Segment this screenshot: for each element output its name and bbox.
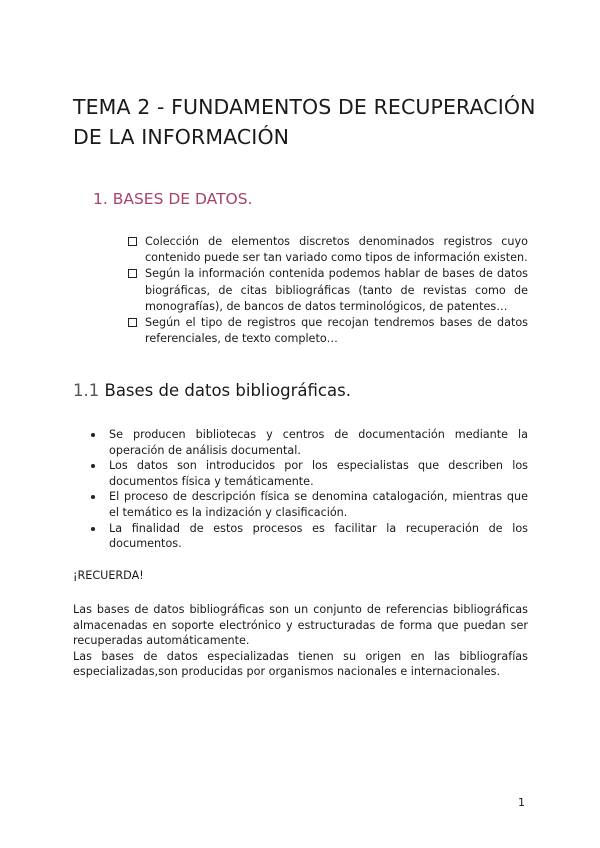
- recuerda-paragraphs: [73, 602, 528, 680]
- bullet-item-text: La finalidad de estos procesos es facilitar la recuperación de los documentos.: [109, 521, 528, 551]
- bullet-item-text: Se producen bibliotecas y centros de documentación mediante la operación de análisis documental.: [109, 428, 528, 457]
- checkbox-item-text: Según el tipo de registros que recojan tendremos bases de datos referenciales, de texto completo…: [145, 316, 528, 346]
- bullet-list-item: [91, 458, 528, 489]
- bullet-item-text: El proceso de descripción física se denomina catalogación, mientras que el temático es la indización y clasificación.: [109, 490, 528, 519]
- checkbox-icon: [128, 318, 137, 327]
- page-title: TEMA 2 - FUNDAMENTOS DE RECUPERACIÓN DE LA INFORMACIÓN: [73, 95, 536, 149]
- checkbox-icon: [128, 269, 137, 278]
- bullet-list: [91, 427, 528, 552]
- section-heading-bases-de-datos: 1. BASES DE DATOS.: [93, 190, 253, 208]
- subsection-title: Bases de datos bibliográficas.: [104, 381, 351, 400]
- checkbox-list: [128, 234, 528, 347]
- subsection-heading-bases-bibliograficas: [73, 381, 351, 400]
- recuerda-label: ¡RECUERDA!: [73, 569, 144, 582]
- bullet-item-text: Los datos son introducidos por los especialistas que describen los documentos física y temáticamente.: [109, 459, 528, 488]
- checkbox-list-item: [128, 266, 528, 315]
- checkbox-icon: [128, 237, 137, 246]
- bullet-icon: [91, 433, 95, 437]
- checkbox-item-text: Según la información contenida podemos hablar de bases de datos biográficas, de citas bibliográficas (tanto de revistas como de monografías), de bancos de datos terminológicos, de patentes…: [145, 267, 528, 313]
- paragraph: Las bases de datos bibliográficas son un conjunto de referencias bibliográficas almacenadas en soporte electrónico y estructuradas de forma que puedan ser recuperadas automáticamente.: [73, 603, 528, 648]
- bullet-icon: [91, 527, 95, 531]
- bullet-list-item: [91, 521, 528, 552]
- bullet-icon: [91, 464, 95, 468]
- paragraph: Las bases de datos especializadas tienen su origen en las bibliografías especializadas,son producidas por organismos nacionales e internacionales.: [73, 649, 528, 679]
- bullet-icon: [91, 495, 95, 499]
- checkbox-list-item: [128, 315, 528, 347]
- bullet-list-item: [91, 489, 528, 520]
- page-number: 1: [518, 796, 525, 809]
- checkbox-list-item: [128, 234, 528, 266]
- checkbox-item-text: Colección de elementos discretos denominados registros cuyo contenido puede ser tan variado como tipos de información existen.: [145, 235, 528, 265]
- bullet-list-item: [91, 427, 528, 458]
- subsection-number: 1.1: [73, 381, 100, 400]
